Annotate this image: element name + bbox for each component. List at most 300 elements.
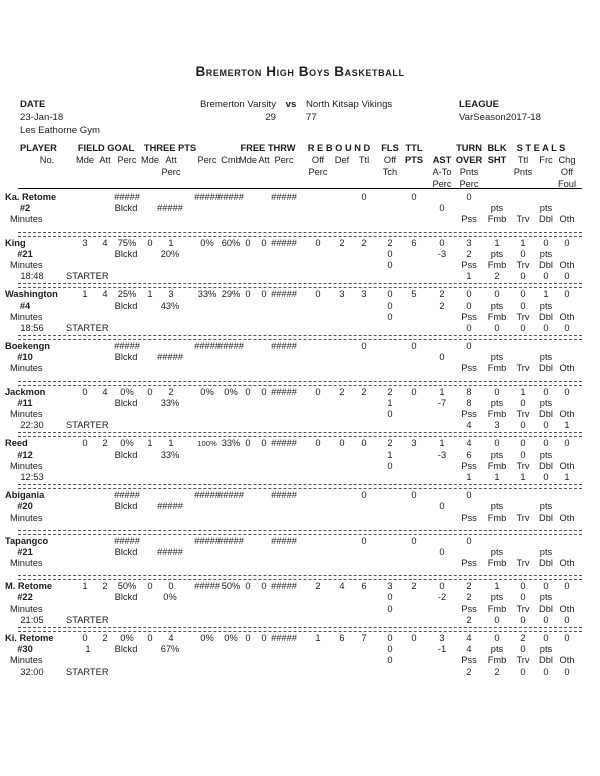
minutes-label: Minutes: [10, 460, 43, 471]
stat-value: 1: [439, 438, 445, 449]
col-ttl: TTL: [405, 143, 423, 153]
stat-value: 0: [315, 237, 321, 248]
fmb-label: Fmb: [487, 214, 507, 225]
header-rule: [18, 188, 582, 189]
col-sht: SHT: [487, 155, 507, 165]
stat-value: 1: [494, 471, 500, 482]
col-reb-off-perc: Perc: [308, 167, 328, 177]
oth-label: Oth: [559, 259, 575, 270]
oth-label: Oth: [559, 655, 575, 666]
fmb-label: Fmb: [487, 363, 507, 374]
pts-label: pts: [539, 300, 553, 311]
col-three-pts: THREE PTS: [143, 143, 197, 153]
player-block: [0, 192, 600, 226]
stat-value: 0: [466, 535, 472, 546]
stat-value: 4: [466, 438, 472, 449]
stat-value: 67%: [160, 644, 180, 655]
vs-label: vs: [285, 99, 297, 110]
stat-value: 0: [387, 655, 393, 666]
stat-value: #####: [271, 535, 297, 546]
stat-value: 3: [339, 289, 345, 300]
blckd-label: Blckd: [114, 300, 138, 311]
starter-flag: STARTER: [66, 420, 109, 431]
stat-value: #####: [218, 341, 244, 352]
pts-label: pts: [539, 592, 553, 603]
stat-value: 2: [520, 633, 526, 643]
stat-value: 8: [466, 397, 472, 408]
stat-value: 0: [387, 409, 393, 419]
stat-value: 0: [245, 581, 251, 592]
stat-value: 0: [543, 581, 549, 592]
col-chg-off: Off: [560, 167, 574, 177]
stat-value: 0%: [224, 386, 238, 397]
stat-value: 1: [82, 581, 88, 592]
player-stats-row: [0, 490, 600, 501]
stat-value: 0%: [224, 633, 238, 643]
stat-value: 0: [520, 397, 526, 408]
player-number: #20: [17, 501, 33, 512]
stat-value: 0%: [120, 633, 134, 643]
dbl-label: Dbl: [539, 655, 553, 666]
stat-value: 0: [520, 644, 526, 655]
player-secondary-row: [0, 450, 600, 461]
player-minutes-row: [0, 604, 600, 615]
blckd-label: Blckd: [114, 203, 138, 214]
player-stats-row: [0, 341, 600, 352]
player-minutes-row: [0, 655, 600, 666]
stat-value: -3: [437, 449, 447, 460]
col-to-pnts: Pnts: [459, 167, 479, 177]
player-minutes-row: [0, 214, 600, 225]
stat-value: 0: [168, 581, 174, 592]
stat-value: 0: [411, 341, 417, 352]
pts-label: pts: [490, 203, 504, 214]
col-field-goal: FIELD GOAL: [77, 143, 135, 153]
oth-label: Oth: [559, 363, 575, 374]
league-label: LEAGUE: [459, 99, 499, 110]
col-frc: Frc: [539, 155, 553, 165]
stat-value: 1: [466, 271, 472, 282]
player-name: Reed: [5, 438, 28, 449]
stat-value: 33%: [221, 438, 241, 449]
player-secondary-row: [0, 644, 600, 655]
player-name: Jackmon: [5, 386, 46, 397]
stat-value: 0: [543, 237, 549, 248]
block-separator: [18, 381, 582, 386]
pts-label: pts: [490, 501, 504, 512]
player-time-row: [0, 615, 600, 626]
stat-value: 0: [147, 237, 153, 248]
stat-value: 2: [361, 386, 367, 397]
stat-value: 33%: [160, 397, 180, 408]
oth-label: Oth: [559, 409, 575, 419]
stat-value: 0: [564, 289, 570, 300]
oth-label: Oth: [559, 558, 575, 569]
stat-value: 0: [494, 386, 500, 397]
block-separator: [18, 335, 582, 340]
stat-value: #####: [157, 501, 183, 512]
stat-value: 2: [102, 438, 108, 449]
col-tp-cmb: Cmb: [221, 155, 241, 165]
player-stats-row: [0, 238, 600, 249]
stat-value: #####: [271, 438, 297, 449]
player-secondary-row: [0, 547, 600, 558]
blckd-label: Blckd: [114, 592, 138, 603]
stat-value: #####: [114, 341, 140, 352]
stat-value: 2: [339, 237, 345, 248]
fmb-label: Fmb: [487, 603, 507, 614]
stat-value: 0: [494, 633, 500, 643]
stat-value: 0: [361, 438, 367, 449]
player-number: #10: [17, 352, 33, 363]
stat-value: 0: [387, 248, 393, 259]
stat-value: 0: [339, 438, 345, 449]
stat-value: 0: [543, 633, 549, 643]
away-score: 77: [306, 112, 317, 123]
stat-value: 20%: [160, 248, 180, 259]
stat-value: 0: [261, 386, 267, 397]
stat-value: 0: [494, 438, 500, 449]
player-time-row: [0, 420, 600, 431]
stat-value: 1: [168, 237, 174, 248]
stat-value: #####: [194, 341, 220, 352]
col-fg-mde: Mde: [75, 155, 95, 165]
fmb-label: Fmb: [487, 512, 507, 523]
minutes-label: Minutes: [10, 259, 43, 270]
stat-value: 0: [387, 603, 393, 614]
trv-label: Trv: [516, 558, 530, 569]
player-secondary-row: [0, 501, 600, 512]
minutes-played: 32:00: [20, 666, 44, 677]
pss-label: Pss: [461, 259, 477, 270]
player-minutes-row: [0, 513, 600, 524]
stat-value: 0: [564, 271, 570, 282]
trv-label: Trv: [516, 363, 530, 374]
stat-value: 1: [439, 386, 445, 397]
stat-value: 2: [387, 237, 393, 248]
stat-value: 2: [466, 592, 472, 603]
stat-value: 1: [520, 237, 526, 248]
stat-value: 2: [387, 386, 393, 397]
trv-label: Trv: [516, 259, 530, 270]
player-secondary-row: [0, 203, 600, 214]
stat-value: 0: [261, 633, 267, 643]
stat-value: 2: [387, 438, 393, 449]
stat-value: 2: [494, 271, 500, 282]
pss-label: Pss: [461, 409, 477, 419]
col-tch: Tch: [382, 167, 398, 177]
fmb-label: Fmb: [487, 655, 507, 666]
pts-label: pts: [539, 397, 553, 408]
stat-value: 0: [466, 300, 472, 311]
player-table: [0, 192, 600, 678]
player-stats-row: [0, 633, 600, 644]
pts-label: pts: [490, 449, 504, 460]
stat-value: 2: [315, 581, 321, 592]
col-no: No.: [39, 155, 55, 165]
stat-value: 2: [361, 237, 367, 248]
stat-value: 4: [102, 289, 108, 300]
stat-value: 0: [439, 237, 445, 248]
col-chg: Chg: [558, 155, 576, 165]
dbl-label: Dbl: [539, 603, 553, 614]
pss-label: Pss: [461, 214, 477, 225]
stat-value: 29%: [221, 289, 241, 300]
blckd-label: Blckd: [114, 397, 138, 408]
minutes-label: Minutes: [10, 603, 43, 614]
stat-value: 6: [361, 581, 367, 592]
dbl-label: Dbl: [539, 558, 553, 569]
league-value: VarSeason2017-18: [459, 112, 541, 123]
stat-value: 0: [261, 289, 267, 300]
blckd-label: Blckd: [114, 501, 138, 512]
stat-value: 0: [245, 633, 251, 643]
col-tp-att-perc: Perc: [161, 167, 181, 177]
stat-value: 1: [147, 438, 153, 449]
pss-label: Pss: [461, 460, 477, 471]
stat-value: 0: [466, 192, 472, 202]
stat-value: 0: [361, 341, 367, 352]
stat-value: 0: [494, 614, 500, 625]
stat-value: 0: [543, 471, 549, 482]
dbl-label: Dbl: [539, 363, 553, 374]
stat-value: 0: [520, 289, 526, 300]
stat-value: #####: [194, 490, 220, 501]
stat-value: 4: [339, 581, 345, 592]
stat-value: 0: [315, 386, 321, 397]
stat-value: 3: [494, 420, 500, 431]
stat-value: 1: [387, 449, 393, 460]
home-score: 29: [265, 112, 276, 123]
player-name: King: [5, 237, 26, 248]
fmb-label: Fmb: [487, 311, 507, 322]
stat-value: 3: [387, 581, 393, 592]
stat-value: 0%: [200, 633, 214, 643]
stat-value: 33%: [160, 449, 180, 460]
stat-value: #####: [271, 633, 297, 643]
pss-label: Pss: [461, 558, 477, 569]
stat-value: 4: [466, 420, 472, 431]
stat-value: 0%: [120, 438, 134, 449]
minutes-label: Minutes: [10, 558, 43, 569]
player-minutes-row: [0, 409, 600, 420]
stat-value: 4: [102, 237, 108, 248]
stat-value: 0%: [163, 592, 177, 603]
col-stl-pnts: Pnts: [513, 167, 533, 177]
stat-value: 100%: [197, 439, 217, 449]
stat-value: 2: [494, 666, 500, 677]
player-secondary-row: [0, 352, 600, 363]
player-block: [0, 490, 600, 524]
col-ft-perc: Perc: [274, 155, 294, 165]
trv-label: Trv: [516, 214, 530, 225]
stat-value: 2: [466, 581, 472, 592]
stat-value: 1: [494, 581, 500, 592]
stat-value: 0: [387, 633, 393, 643]
stat-value: 0: [387, 289, 393, 300]
player-time-row: [0, 667, 600, 678]
stat-value: 0: [564, 581, 570, 592]
stat-value: 0%: [200, 237, 214, 248]
stat-value: 0: [439, 546, 445, 557]
stat-value: 50%: [117, 581, 137, 592]
oth-label: Oth: [559, 603, 575, 614]
blckd-label: Blckd: [114, 248, 138, 259]
block-separator: [18, 232, 582, 237]
stat-value: 0: [439, 501, 445, 512]
stat-value: 4: [102, 386, 108, 397]
minutes-played: 18:48: [20, 271, 44, 282]
stat-value: 0: [411, 490, 417, 501]
stat-value: 0: [361, 490, 367, 501]
stat-value: 0: [543, 666, 549, 677]
dbl-label: Dbl: [539, 409, 553, 419]
starter-flag: STARTER: [66, 322, 109, 333]
player-secondary-row: [0, 398, 600, 409]
stat-value: 0: [245, 438, 251, 449]
oth-label: Oth: [559, 311, 575, 322]
stat-value: 0: [543, 614, 549, 625]
col-reb-ttl: Ttl: [358, 155, 370, 165]
pts-label: pts: [490, 644, 504, 655]
stat-value: 0: [520, 322, 526, 333]
stat-value: 0: [564, 666, 570, 677]
stat-value: 60%: [221, 237, 241, 248]
stat-value: 0: [543, 322, 549, 333]
stat-value: -1: [437, 644, 447, 655]
player-stats-row: [0, 387, 600, 398]
trv-label: Trv: [516, 460, 530, 471]
trv-label: Trv: [516, 311, 530, 322]
stat-value: 0: [82, 386, 88, 397]
stat-value: #####: [271, 386, 297, 397]
stat-value: 0: [564, 438, 570, 449]
minutes-played: 21:05: [20, 614, 44, 625]
stat-value: 0: [361, 192, 367, 202]
stat-value: 0: [261, 581, 267, 592]
pss-label: Pss: [461, 603, 477, 614]
stat-value: #####: [271, 341, 297, 352]
venue: Les Eathorne Gym: [20, 125, 100, 136]
player-stats-row: [0, 192, 600, 203]
stat-value: 0: [261, 438, 267, 449]
stat-value: 7: [361, 633, 367, 643]
stat-value: 1: [147, 289, 153, 300]
pts-label: pts: [539, 449, 553, 460]
stat-value: 0: [520, 300, 526, 311]
stat-value: #####: [271, 289, 297, 300]
date-value: 23-Jan-18: [20, 112, 64, 123]
minutes-played: 12:53: [20, 471, 44, 482]
col-fg-perc: Perc: [117, 155, 137, 165]
home-team: Bremerton Varsity: [199, 99, 276, 110]
oth-label: Oth: [559, 512, 575, 523]
stat-value: 2: [339, 386, 345, 397]
stat-value: 0: [387, 311, 393, 322]
stat-value: 50%: [221, 581, 241, 592]
stat-value: 0: [520, 438, 526, 449]
player-name: Abigania: [5, 490, 45, 501]
stat-value: 0: [564, 614, 570, 625]
stat-value: 0%: [200, 386, 214, 397]
stat-value: 0: [245, 237, 251, 248]
block-separator: [18, 432, 582, 437]
stat-value: 3: [361, 289, 367, 300]
stat-value: 0: [494, 322, 500, 333]
dbl-label: Dbl: [539, 460, 553, 471]
col-reb-def: Def: [334, 155, 350, 165]
stat-value: 2: [466, 614, 472, 625]
oth-label: Oth: [559, 460, 575, 471]
player-stats-row: [0, 581, 600, 592]
stat-value: 4: [168, 633, 174, 643]
stat-value: 0: [82, 633, 88, 643]
starter-flag: STARTER: [66, 614, 109, 625]
stat-value: 0: [411, 535, 417, 546]
stat-value: 0: [466, 289, 472, 300]
stat-value: 0: [411, 192, 417, 202]
col-ast: AST: [432, 155, 452, 165]
player-number: #11: [17, 397, 33, 408]
stat-value: 0: [387, 259, 393, 270]
stat-value: -7: [437, 397, 447, 408]
stat-value: 1: [82, 289, 88, 300]
fmb-label: Fmb: [487, 558, 507, 569]
stat-value: 2: [439, 300, 445, 311]
col-blk: BLK: [487, 143, 507, 153]
stat-value: 0: [520, 449, 526, 460]
player-minutes-row: [0, 260, 600, 271]
trv-label: Trv: [516, 603, 530, 614]
stat-value: #####: [218, 535, 244, 546]
stat-value: #####: [157, 546, 183, 557]
stat-value: #####: [194, 192, 220, 202]
stat-value: 2: [102, 633, 108, 643]
player-name: Tapangco: [5, 535, 49, 546]
col-player: PLAYER: [20, 143, 57, 153]
stat-value: 0: [387, 300, 393, 311]
col-steals: S T E A L S: [516, 143, 566, 153]
blckd-label: Blckd: [114, 352, 138, 363]
pts-label: pts: [539, 501, 553, 512]
stat-value: 0: [466, 341, 472, 352]
col-fg-att: Att: [99, 155, 111, 165]
trv-label: Trv: [516, 512, 530, 523]
player-block: [0, 289, 600, 334]
player-block: [0, 238, 600, 283]
stat-value: 2: [439, 289, 445, 300]
stat-value: -3: [437, 248, 447, 259]
player-name: M. Retome: [5, 581, 53, 592]
stat-value: 1: [387, 397, 393, 408]
stat-value: 0: [411, 386, 417, 397]
player-minutes-row: [0, 312, 600, 323]
player-minutes-row: [0, 558, 600, 569]
stat-value: 0: [439, 352, 445, 363]
col-tp-att: Att: [165, 155, 177, 165]
stat-value: 0: [411, 633, 417, 643]
stat-value: 2: [466, 248, 472, 259]
stat-value: 0%: [120, 386, 134, 397]
stat-value: 1: [564, 471, 570, 482]
pts-label: pts: [539, 546, 553, 557]
stat-value: 0: [387, 460, 393, 471]
block-separator: [18, 530, 582, 535]
stat-value: 0: [147, 633, 153, 643]
stat-value: 0: [466, 322, 472, 333]
block-separator: [18, 283, 582, 288]
col-tp-perc: Perc: [197, 155, 217, 165]
